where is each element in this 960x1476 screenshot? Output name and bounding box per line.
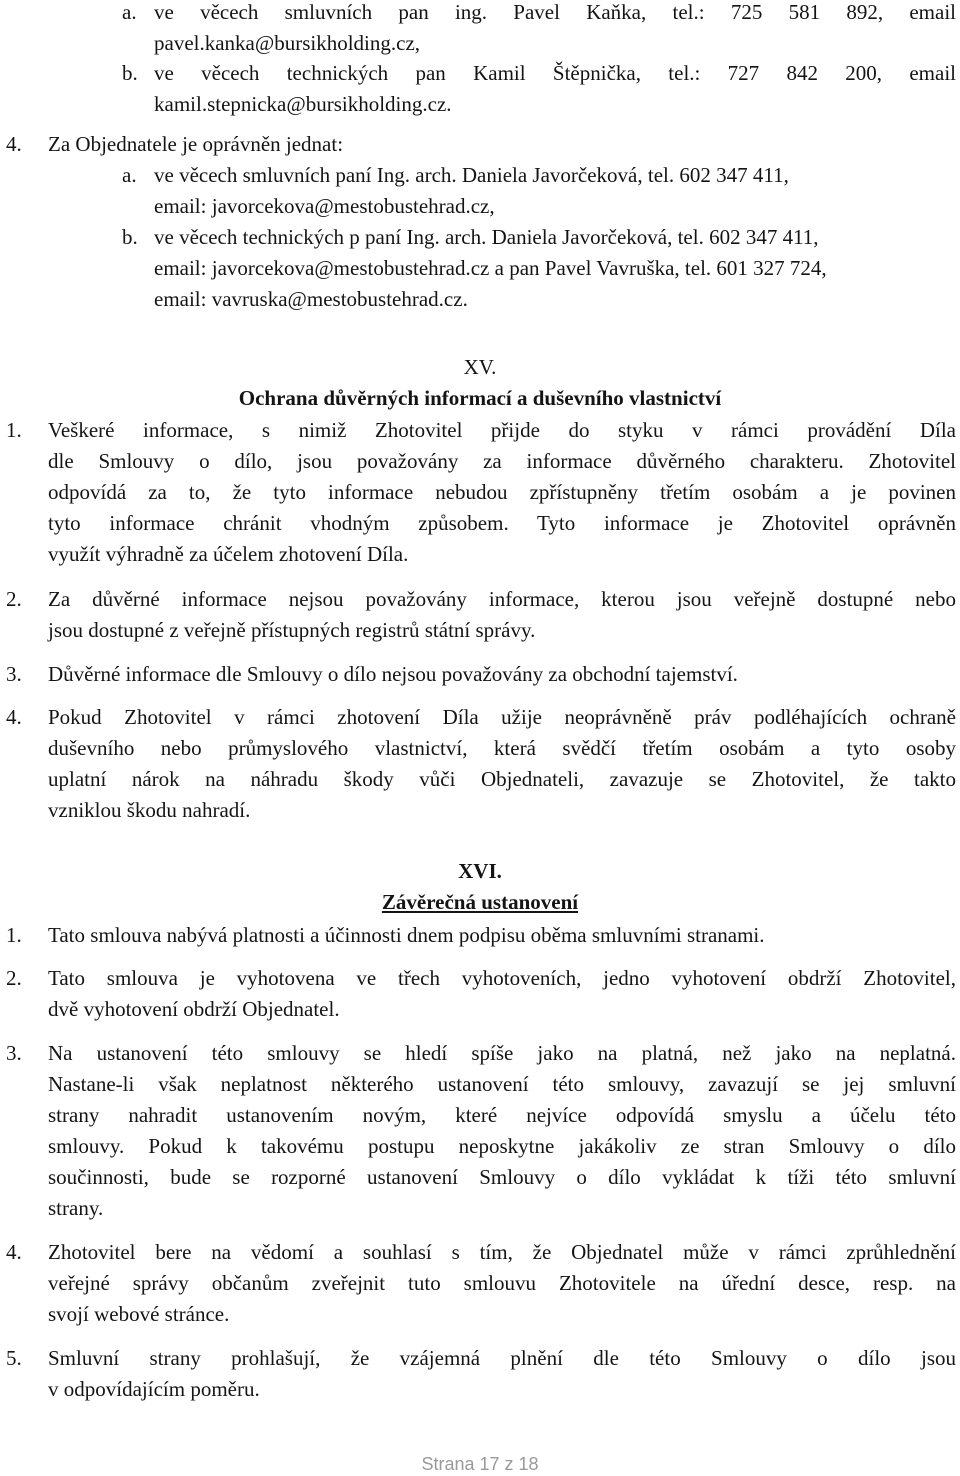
paragraph-line: Tato smlouva nabývá platnosti a účinnosti dnem podpisu oběma smluvními stranami. [48,923,765,947]
point-number: 3. [6,662,22,686]
point-number: 4. [6,132,22,156]
paragraph-line: smlouvy. Pokud k takovému postupu neposkytne jakákoliv ze stran Smlouvy o dílo [48,1134,956,1158]
paragraph-line: Smluvní strany prohlašují, že vzájemná plnění dle této Smlouvy o dílo jsou [48,1346,956,1370]
list-marker: b. [122,225,138,249]
point-number: 4. [6,1240,22,1264]
paragraph-line: Na ustanovení této smlouvy se hledí spíše jako na platná, než jako na neplatná. [48,1041,956,1065]
section-numeral: XVI. [458,859,502,883]
list-marker: a. [122,0,137,24]
contact-line: ve věcech smluvních pan ing. Pavel Kaňka, tel.: 725 581 892, email [154,0,956,24]
page-number-footer: Strana 17 z 18 [421,1454,539,1474]
paragraph-line: strany. [48,1196,104,1220]
paragraph-line: Tato smlouva je vyhotovena ve třech vyhotoveních, jedno vyhotovení obdrží Zhotovitel, [48,966,956,990]
point-text: Za Objednatele je oprávněn jednat: [48,132,344,156]
point-number: 3. [6,1041,22,1065]
paragraph-line: uplatní nárok na náhradu škody vůči Objednateli, zavazuje se Zhotovitel, že takto [48,767,956,791]
paragraph-line: strany nahradit ustanovením novým, které nejvíce odpovídá smyslu a účelu této [48,1103,956,1127]
point-number: 2. [6,966,22,990]
section-title: Závěrečná ustanovení [381,890,579,914]
point-number: 1. [6,418,22,442]
paragraph-line: jsou dostupné z veřejně přístupných registrů státní správy. [48,618,536,642]
section-numeral: XV. [463,355,497,379]
list-marker: a. [122,163,137,187]
paragraph-line: Za důvěrné informace nejsou považovány informace, kterou jsou veřejně dostupné nebo [48,587,956,611]
paragraph-line: Zhotovitel bere na vědomí a souhlasí s tím, že Objednatel může v rámci zprůhlednění [48,1240,956,1264]
paragraph-line: dle Smlouvy o dílo, jsou považovány za informace důvěrného charakteru. Zhotovitel [48,449,956,473]
contact-line: email: vavruska@mestobustehrad.cz. [154,287,468,311]
list-marker: b. [122,61,138,85]
contact-line: email: javorcekova@mestobustehrad.cz, [154,194,495,218]
paragraph-line: Veškeré informace, s nimiž Zhotovitel přijde do styku v rámci provádění Díla [48,418,956,442]
paragraph-line: Nastane-li však neplatnost některého ustanovení této smlouvy, zavazují se jej smluvní [48,1072,956,1096]
paragraph-line: v odpovídajícím poměru. [48,1377,260,1401]
paragraph-line: dvě vyhotovení obdrží Objednatel. [48,997,340,1021]
paragraph-line: veřejné správy občanům zveřejnit tuto smlouvu Zhotovitele na úřední desce, resp. na [48,1271,956,1295]
point-number: 5. [6,1346,22,1370]
contact-line: pavel.kanka@bursikholding.cz, [154,31,421,55]
paragraph-line: Důvěrné informace dle Smlouvy o dílo nejsou považovány za obchodní tajemství. [48,662,738,686]
paragraph-line: využít výhradně za účelem zhotovení Díla. [48,542,409,566]
paragraph-line: tyto informace chránit vhodným způsobem. Tyto informace je Zhotovitel oprávněn [48,511,956,535]
point-number: 4. [6,705,22,729]
paragraph-line: vzniklou škodu nahradí. [48,798,251,822]
contact-line: kamil.stepnicka@bursikholding.cz. [154,92,452,116]
point-number: 2. [6,587,22,611]
paragraph-line: svojí webové stránce. [48,1302,230,1326]
paragraph-line: odpovídá za to, že tyto informace nebudou zpřístupněny třetím osobám a je povinen [48,480,956,504]
point-number: 1. [6,923,22,947]
contact-line: email: javorcekova@mestobustehrad.cz a pan Pavel Vavruška, tel. 601 327 724, [154,256,827,280]
section-title: Ochrana důvěrných informací a duševního vlastnictví [238,386,722,410]
paragraph-line: součinnosti, bude se rozporné ustanovení Smlouvy o dílo vykládat k tíži této smluvní [48,1165,956,1189]
paragraph-line: duševního nebo průmyslového vlastnictví, která svědčí třetím osobám a tyto osoby [48,736,956,760]
contact-line: ve věcech technických pan Kamil Štěpnička, tel.: 727 842 200, email [154,61,956,85]
contact-line: ve věcech smluvních paní Ing. arch. Daniela Javorčeková, tel. 602 347 411, [154,163,789,187]
paragraph-line: Pokud Zhotovitel v rámci zhotovení Díla užije neoprávněně práv podléhajících ochraně [48,705,956,729]
contact-line: ve věcech technických p paní Ing. arch. Daniela Javorčeková, tel. 602 347 411, [154,225,819,249]
